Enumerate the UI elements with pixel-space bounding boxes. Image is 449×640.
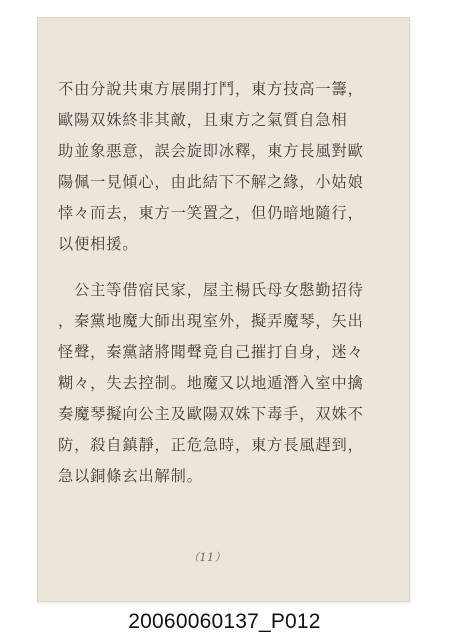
text-line: 悻々而去，東方一笑置之，但仍暗地隨行， — [58, 204, 364, 222]
text-line: 奏魔琴擬向公主及歐陽双姝下毒手，双姝不 — [58, 405, 364, 423]
text-line: ，秦黨地魔大師出現室外，擬弄魔琴，矢出 — [58, 312, 364, 330]
text-line: 公主等借宿民家，屋主楊氏母女慇勤招待 — [58, 281, 364, 299]
text-line: 防，殺自鎮靜，正危急時，東方長風趕到， — [58, 436, 364, 454]
paragraph-2 — [58, 275, 383, 492]
paragraph-1 — [58, 74, 383, 260]
text-line: 怪聲，秦黨諸將聞聲竟自己摧打自身，迷々 — [58, 343, 364, 361]
text-line: 不由分說共東方展開打鬥，東方技高一籌， — [58, 80, 364, 98]
text-line: 急以銅條玄出解制。 — [58, 467, 203, 485]
text-line: 以便相援。 — [58, 235, 139, 253]
text-line: 糊々，失去控制。地魔又以地遁潛入室中擒 — [58, 374, 364, 392]
text-line: 歐陽双姝終非其敵，且東方之氣質自急相 — [58, 111, 348, 129]
manuscript-text — [58, 74, 383, 492]
page-number: （11） — [188, 551, 226, 564]
text-line: 助並象悪意，誤会旋即冰釋，東方長風對歐 — [58, 142, 364, 160]
paragraph-gap — [58, 260, 383, 275]
image-caption: 20060060137_P012 — [128, 610, 321, 633]
text-line: 陽佩一見傾心，由此結下不解之緣，小姑娘 — [58, 173, 364, 191]
